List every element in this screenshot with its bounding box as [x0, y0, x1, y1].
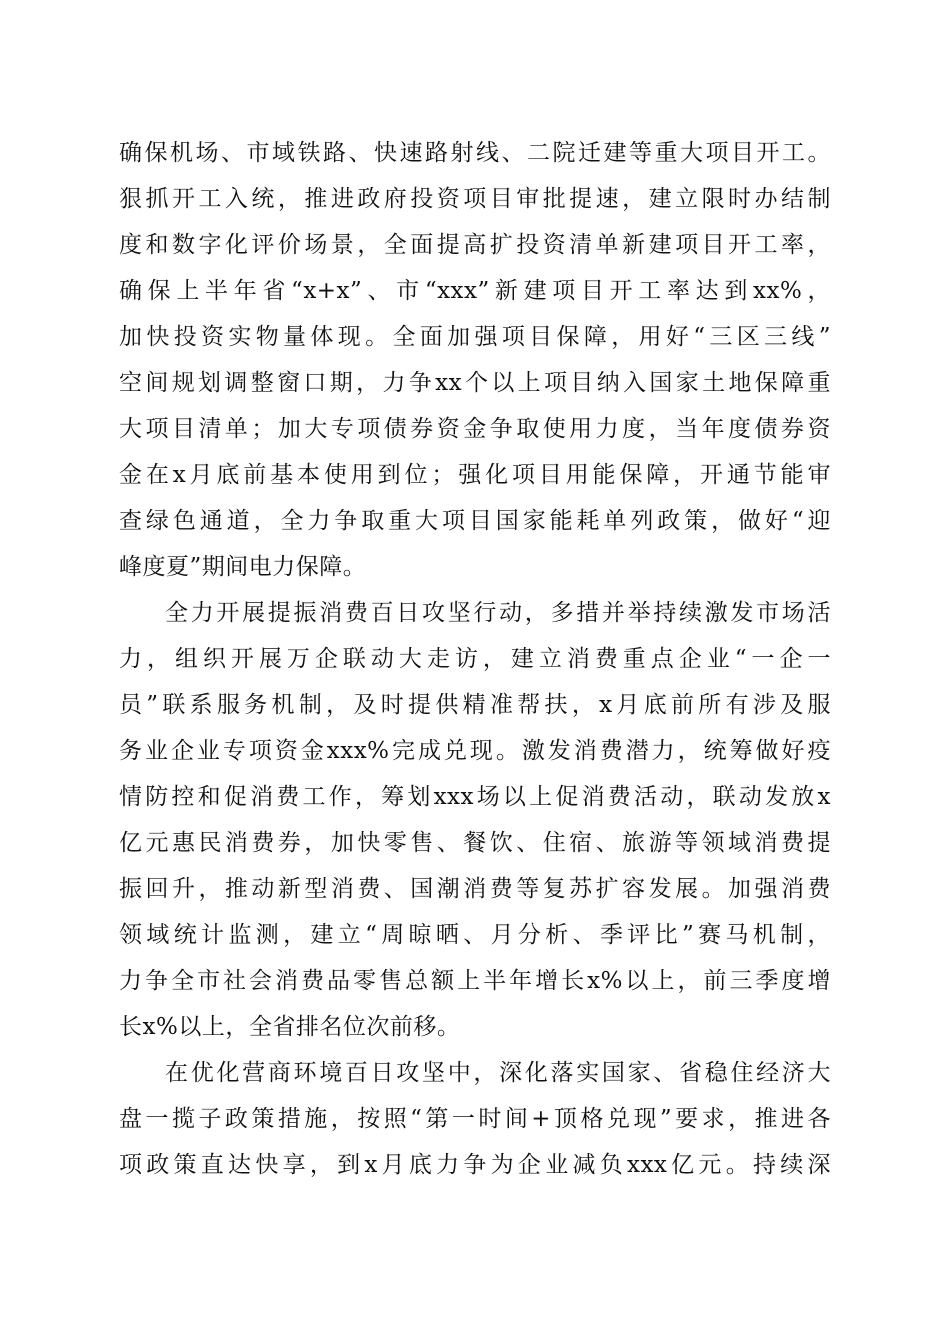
- text-line: 员”联系服务机制，及时提供精准帮扶，x月底前所有涉及服: [119, 692, 831, 718]
- text-line: 确保机场、市域铁路、快速路射线、二院迁建等重大项目开工。: [119, 140, 831, 166]
- text-line: 金在x月底前基本使用到位；强化项目用能保障，开通节能审: [119, 462, 831, 488]
- text-line: 亿元惠民消费券，加快零售、餐饮、住宿、旅游等领域消费提: [119, 830, 831, 856]
- text-line: 领域统计监测，建立“周晾晒、月分析、季评比”赛马机制，: [119, 922, 831, 948]
- text-line: 峰度夏”期间电力保障。: [119, 554, 367, 580]
- text-line: 全力开展提振消费百日攻坚行动，多措并举持续激发市场活: [165, 600, 831, 626]
- text-line: 大项目清单；加大专项债券资金争取使用力度，当年度债券资: [119, 416, 831, 442]
- text-line: 盘一揽子政策措施，按照“第一时间+顶格兑现”要求，推进各: [119, 1106, 831, 1132]
- paragraph-1: [119, 130, 831, 590]
- paragraph-2: [119, 590, 831, 1050]
- text-line: 务业企业专项资金xxx%完成兑现。激发消费潜力，统筹做好疫: [119, 738, 831, 764]
- text-line: 加快投资实物量体现。全面加强项目保障，用好“三区三线”: [119, 324, 831, 350]
- text-line: 空间规划调整窗口期，力争xx个以上项目纳入国家土地保障重: [119, 370, 831, 396]
- text-line: 狠抓开工入统，推进政府投资项目审批提速，建立限时办结制: [119, 186, 831, 212]
- text-line: 振回升，推动新型消费、国潮消费等复苏扩容发展。加强消费: [119, 876, 831, 902]
- text-line: 度和数字化评价场景，全面提高扩投资清单新建项目开工率，: [119, 232, 831, 258]
- text-line: 力争全市社会消费品零售总额上半年增长x%以上，前三季度增: [119, 968, 831, 994]
- text-line: 查绿色通道，全力争取重大项目国家能耗单列政策，做好“迎: [119, 508, 831, 534]
- paragraph-3: [119, 1050, 831, 1188]
- document-body: [119, 130, 831, 1188]
- text-line: 在优化营商环境百日攻坚中，深化落实国家、省稳住经济大: [165, 1060, 831, 1086]
- text-line: 确保上半年省“x+x”、市“xxx”新建项目开工率达到xx%，: [119, 278, 831, 304]
- text-line: 项政策直达快享，到x月底力争为企业减负xxx亿元。持续深: [119, 1152, 831, 1178]
- text-line: 长x%以上，全省排名位次前移。: [119, 1014, 461, 1040]
- text-line: 力，组织开展万企联动大走访，建立消费重点企业“一企一: [119, 646, 831, 672]
- text-line: 情防控和促消费工作，筹划xxx场以上促消费活动，联动发放x: [119, 784, 831, 810]
